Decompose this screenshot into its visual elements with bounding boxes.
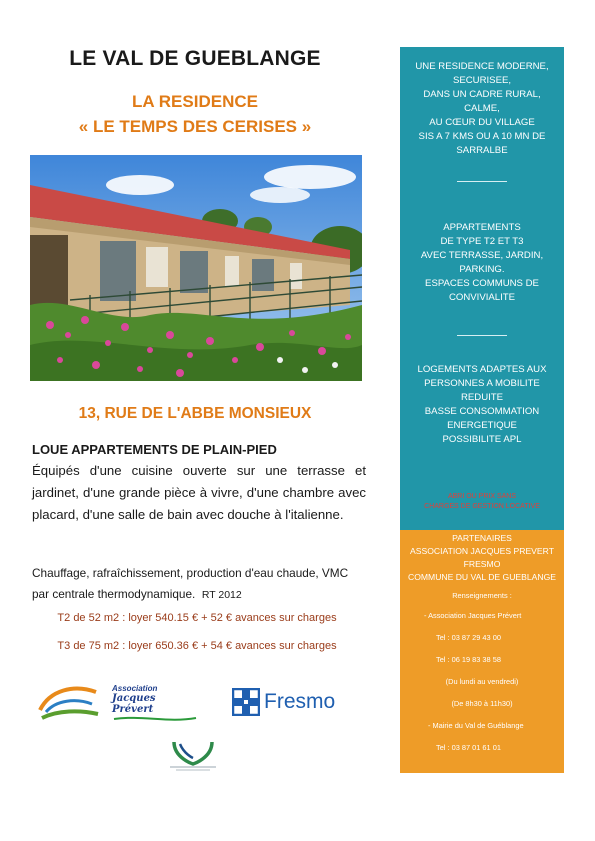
fees-note xyxy=(408,492,556,512)
phone-3[interactable]: Tel : 03 87 01 61 01 xyxy=(436,743,501,752)
apartments-block xyxy=(406,221,558,305)
phone-2[interactable]: Tel : 06 19 83 38 58 xyxy=(436,655,501,664)
contact-panel xyxy=(400,530,564,773)
price-t3: T3 de 75 m2 : loyer 650.36 € + 54 € avances sur charges xyxy=(57,640,337,652)
mairie-contact: - Mairie du Val de Guéblange xyxy=(428,721,524,730)
residence-name: « LE TEMPS DES CERISES » xyxy=(78,117,312,136)
association-contact: - Association Jacques Prévert xyxy=(424,611,522,620)
accessibility-line: REDUITE xyxy=(460,392,504,403)
partners-line: COMMUNE DU VAL DE GUEBLANGE xyxy=(407,572,557,582)
rt-label: RT 2012 xyxy=(201,589,242,601)
location-line: CALME, xyxy=(464,103,500,114)
location-line: UNE RESIDENCE MODERNE, xyxy=(415,61,549,72)
logo-association-text: Association xyxy=(112,684,158,693)
logo-jacques-prevert-text: Jacques Prévert xyxy=(112,693,156,715)
residence-photo xyxy=(30,155,362,381)
association-jacques-prevert-logo xyxy=(112,684,198,718)
fees-note-line: ABRI OU PRIX SANS xyxy=(447,493,517,500)
accessibility-line: LOGEMENTS ADAPTES AUX xyxy=(417,364,547,375)
partners-block xyxy=(400,532,564,584)
location-line: SIS A 7 KMS OU A 10 MN DE xyxy=(418,131,546,142)
partners-line: ASSOCIATION JACQUES PREVERT xyxy=(410,546,554,556)
fresmo-text: Fresmo xyxy=(264,690,336,713)
apartments-line: CONVIVIALITE xyxy=(448,292,516,303)
accessibility-block xyxy=(406,363,558,447)
location-line: SECURISEE, xyxy=(452,75,512,86)
page-title: LE VAL DE GUEBLANGE xyxy=(69,47,321,70)
phone-1[interactable]: Tel : 03 87 29 43 00 xyxy=(436,633,501,642)
heating-text: Chauffage, rafraîchissement, production d'eau chaude, VMC par centrale thermodynamique. xyxy=(32,566,349,601)
apartments-line: DE TYPE T2 ET T3 xyxy=(440,236,524,247)
accessibility-line: PERSONNES A MOBILITE xyxy=(424,378,540,389)
location-line: SARRALBE xyxy=(456,145,508,156)
price-t2: T2 de 52 m2 : loyer 540.15 € + 52 € avances sur charges xyxy=(57,612,337,624)
fresmo-logo xyxy=(232,688,344,720)
residence-heading: LA RESIDENCE xyxy=(132,92,258,111)
hours-note: (De 8h30 à 11h30) xyxy=(451,699,513,708)
accessibility-line: BASSE CONSOMMATION xyxy=(424,406,540,417)
days-note: (Du lundi au vendredi) xyxy=(445,677,519,686)
heating-info xyxy=(32,563,366,606)
apartments-line: AVEC TERRASSE, JARDIN, xyxy=(420,250,544,261)
partners-line: FRESMO xyxy=(463,559,501,569)
offer-heading: LOUE APPARTEMENTS DE PLAIN-PIED xyxy=(32,442,277,457)
accessibility-line: POSSIBILITE APL xyxy=(442,434,522,445)
divider xyxy=(457,181,507,182)
location-line: DANS UN CADRE RURAL, xyxy=(423,89,541,100)
divider xyxy=(457,335,507,336)
offer-description: Équipés d'une cuisine ouverte sur une terrasse et jardinet, d'une grande pièce à vivre, d'une chambre avec placard, d'une salle de bain avec douche à l'italienne. xyxy=(32,463,366,522)
apartments-line: ESPACES COMMUNS DE xyxy=(425,278,539,289)
apartments-line: APPARTEMENTS xyxy=(443,222,521,233)
commune-logo xyxy=(166,736,220,772)
location-line: AU CŒUR DU VILLAGE xyxy=(429,117,535,128)
address: 13, RUE DE L'ABBE MONSIEUX xyxy=(78,405,312,422)
accessibility-line: ENERGETIQUE xyxy=(447,420,517,431)
apartments-line: PARKING. xyxy=(459,264,505,275)
location-block xyxy=(406,60,558,158)
village-logo xyxy=(36,682,102,722)
features-panel xyxy=(400,47,564,530)
partners-line: PARTENAIRES xyxy=(452,533,512,543)
renseignements-label: Renseignements : xyxy=(452,591,512,600)
fresmo-icon xyxy=(232,688,260,716)
fees-note-line: CHARGES DE GESTION LOCATIVE xyxy=(424,503,540,510)
